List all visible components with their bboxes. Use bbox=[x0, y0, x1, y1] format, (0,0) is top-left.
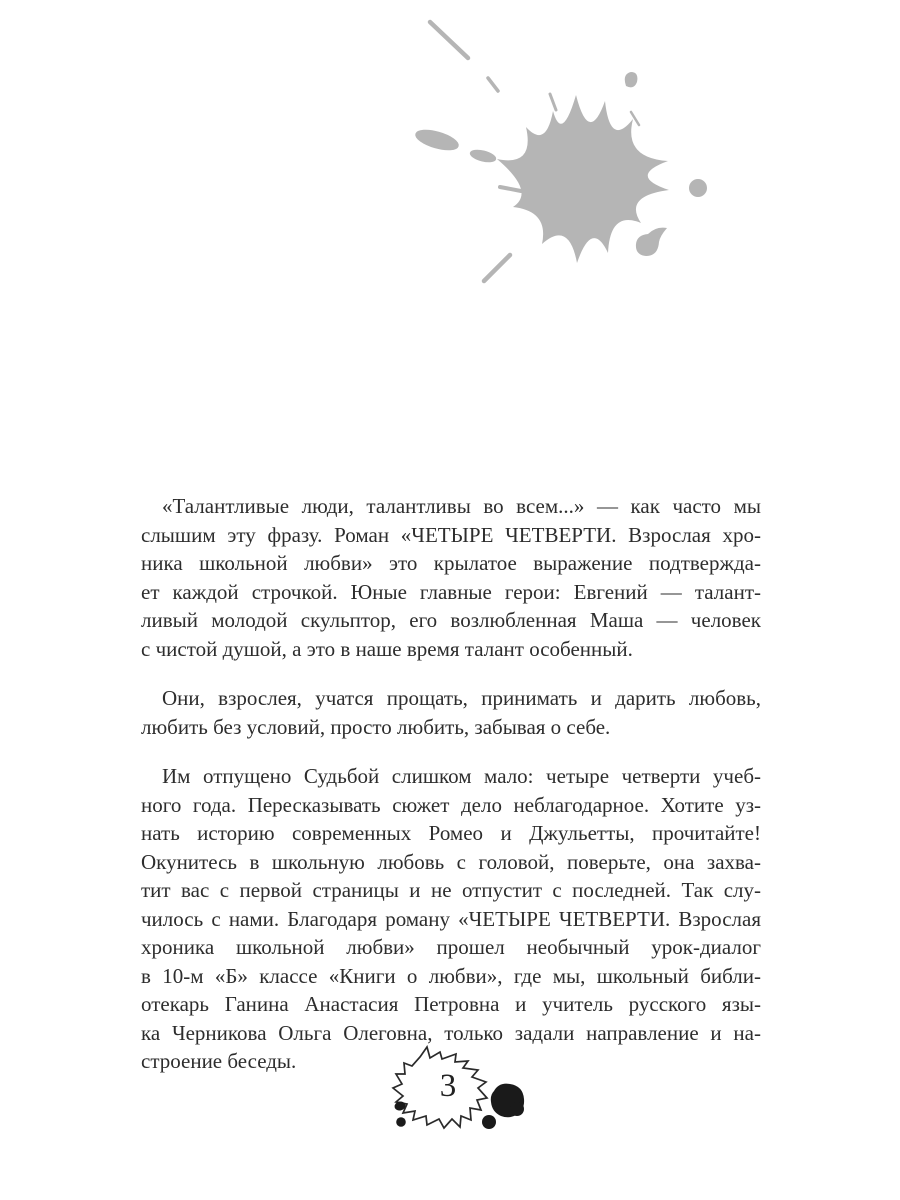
text-line: отекарь Ганина Анастасия Петровна и учитель русского язы- bbox=[141, 992, 761, 1016]
text-line: нать историю современных Ромео и Джульетты, прочитайте! bbox=[141, 821, 761, 845]
text-line: с чистой душой, а это в наше время талант особенный. bbox=[141, 636, 633, 661]
body-text bbox=[141, 492, 761, 1097]
ink-splash-icon bbox=[380, 0, 720, 310]
text-line: Им отпущено Судьбой слишком мало: четыре четверти учеб- bbox=[162, 764, 761, 788]
text-line: любить без условий, просто любить, забывая о себе. bbox=[141, 714, 611, 739]
text-line: слышим эту фразу. Роман «ЧЕТЫРЕ ЧЕТВЕРТИ. Взрослая хро- bbox=[141, 522, 761, 547]
text-line: Окунитесь в школьную любовь с головой, поверьте, она захва- bbox=[141, 849, 761, 874]
text-line: ет каждой строчкой. Юные главные герои: Евгений — талант- bbox=[141, 579, 761, 604]
text-line: «Талантливые люди, талантливы во всем...» — как часто мы bbox=[162, 494, 761, 518]
text-line: тит вас с первой страницы и не отпустит с последней. Так слу- bbox=[141, 878, 761, 902]
text-line: в 10-м «Б» классе «Книги о любви», где мы, школьный библи- bbox=[141, 963, 761, 988]
text-line: хроника школьной любви» прошел необычный урок-диалог bbox=[141, 935, 761, 959]
text-line: ливый молодой скульптор, его возлюбленная Маша — человек bbox=[141, 608, 761, 632]
text-line: ного года. Пересказывать сюжет дело неблагодарное. Хотите уз- bbox=[141, 792, 761, 817]
text-line: Они, взрослея, учатся прощать, принимать и дарить любовь, bbox=[162, 686, 761, 710]
page-number: 3 bbox=[439, 1068, 457, 1104]
text-line: ника школьной любви» это крылатое выражение подтвержда- bbox=[141, 551, 761, 575]
text-line: строение беседы. bbox=[141, 1049, 297, 1073]
text-line: чилось с нами. Благодаря роману «ЧЕТЫРЕ ЧЕТВЕРТИ. Взрослая bbox=[141, 906, 761, 931]
text-line: ка Черникова Ольга Олеговна, только задали направление и на- bbox=[141, 1020, 761, 1045]
